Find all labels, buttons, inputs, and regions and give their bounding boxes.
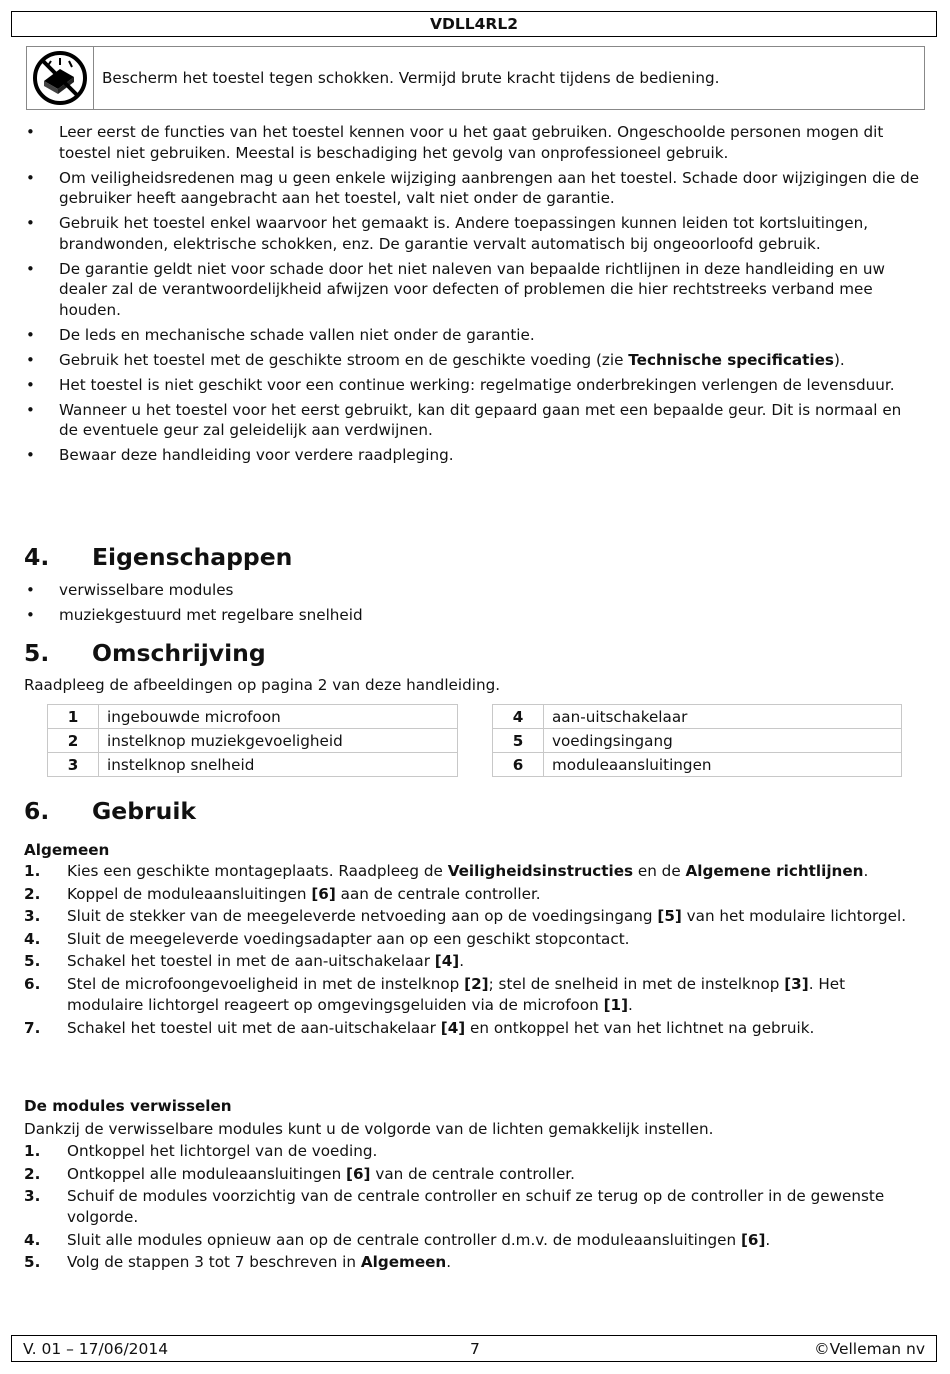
- page-footer: [11, 1335, 937, 1362]
- bullet-item: • Het toestel is niet geschikt voor een continue werking: regelmatige onderbrekingen verlengen de levensduur.: [24, 375, 924, 396]
- bullet-item: • De leds en mechanische schade vallen niet onder de garantie.: [24, 325, 924, 346]
- step-number: 5.: [24, 1253, 41, 1272]
- step-text: Stel de microfoongevoeligheid in met de instelknop: [67, 974, 465, 993]
- step-text: .: [446, 1253, 452, 1272]
- step-item: [24, 1252, 914, 1273]
- bullet-item: [24, 350, 924, 371]
- modules-intro: Dankzij de verwisselbare modules kunt u de volgorde van de lichten gemakkelijk instellen.: [24, 1120, 714, 1138]
- warning-box: [26, 46, 925, 110]
- step-text: en ontkoppel het van het lichtnet na gebruik.: [465, 1018, 815, 1037]
- bullet-item: • Leer eerst de functies van het toestel kennen voor u het gaat gebruiken. Ongeschoolde personen mogen dit toestel niet gebruiken. Meestal is beschadiging het gevolg van onprofessioneel gebruik.: [24, 122, 924, 163]
- part-number: 4: [493, 705, 544, 729]
- bullet-text: Gebruik het toestel met de geschikte stroom en de geschikte voeding (zie: [59, 350, 629, 369]
- step-item: [24, 951, 914, 972]
- part-number: 3: [48, 753, 99, 777]
- bullet-text: ).: [833, 350, 845, 369]
- warning-text: Bescherm het toestel tegen schokken. Vermijd brute kracht tijdens de bediening.: [102, 69, 720, 87]
- feature-item: • muziekgestuurd met regelbare snelheid: [24, 605, 924, 626]
- header-title: VDLL4RL2: [430, 15, 518, 33]
- bullet-item: • Bewaar deze handleiding voor verdere raadpleging.: [24, 445, 924, 466]
- feature-item: • verwisselbare modules: [24, 580, 924, 601]
- bullet-item: • De garantie geldt niet voor schade door het niet naleven van bepaalde richtlijnen in deze handleiding en uw dealer zal de verantwoordelijkheid afwijzen voor defecten of problemen die hier rechtstreeks verband mee houden.: [24, 259, 924, 321]
- step-bold-ref: [4]: [440, 1018, 466, 1037]
- step-bold-ref: [6]: [311, 884, 336, 903]
- section-number: 6.: [24, 797, 50, 825]
- section-number: 5.: [24, 639, 50, 667]
- bullet-bold-ref: Technische specificaties: [628, 350, 834, 369]
- step-item: [24, 1141, 914, 1162]
- step-text: .: [863, 862, 869, 880]
- step-number: 5.: [24, 952, 41, 971]
- no-shock-icon: [27, 47, 93, 109]
- safety-bullet-list: [24, 122, 924, 470]
- step-item: [24, 1018, 914, 1039]
- step-item: [24, 906, 914, 927]
- step-number: 3.: [24, 1187, 41, 1206]
- parts-row: [48, 753, 458, 777]
- document-header: [11, 11, 937, 37]
- step-bold-ref: Algemene richtlijnen: [685, 862, 864, 880]
- subheading-algemeen: Algemeen: [24, 841, 110, 859]
- step-text: Kies een geschikte montageplaats. Raadpleeg de: [67, 862, 448, 880]
- part-label: ingebouwde microfoon: [99, 705, 458, 729]
- step-number: 3.: [24, 907, 41, 926]
- module-swap-steps: [24, 1141, 914, 1275]
- section-5-heading: [24, 639, 266, 667]
- step-text: aan de centrale controller.: [335, 884, 541, 903]
- parts-table-left: [47, 704, 458, 777]
- part-number: 6: [493, 753, 544, 777]
- step-item: [24, 1230, 914, 1251]
- step-number: 6.: [24, 974, 41, 993]
- section-number: 4.: [24, 543, 50, 571]
- step-text: Volg de stappen 3 tot 7 beschreven in: [67, 1253, 361, 1272]
- parts-row: [493, 753, 902, 777]
- part-label: aan-uitschakelaar: [544, 705, 902, 729]
- step-text: .: [765, 1230, 771, 1249]
- step-number: 2.: [24, 1164, 41, 1183]
- step-bold-ref: [6]: [346, 1164, 371, 1183]
- step-item: [24, 861, 914, 882]
- step-text: Schakel het toestel uit met de aan-uitschakelaar: [67, 1018, 441, 1037]
- step-number: 1.: [24, 1142, 41, 1160]
- step-text: Sluit alle modules opnieuw aan op de centrale controller d.m.v. de moduleaansluitingen: [67, 1230, 741, 1249]
- step-bold-ref: [4]: [434, 952, 460, 971]
- step-number: 2.: [24, 884, 41, 903]
- step-bold-ref: [6]: [740, 1230, 766, 1249]
- section-5-intro: Raadpleeg de afbeeldingen op pagina 2 van deze handleiding.: [24, 676, 501, 694]
- bullet-item: • Wanneer u het toestel voor het eerst gebruikt, kan dit gepaard gaan met een bepaalde geur. Dit is normaal en de eventuele geur zal geleidelijk aan verdwijnen.: [24, 400, 924, 441]
- usage-steps: [24, 861, 914, 1040]
- parts-row: [48, 705, 458, 729]
- step-bold-ref: [1]: [603, 995, 629, 1014]
- footer-version: V. 01 – 17/06/2014: [23, 1340, 169, 1358]
- step-bold-ref: Veiligheidsinstructies: [447, 862, 634, 880]
- step-item: [24, 1164, 914, 1185]
- parts-row: [493, 705, 902, 729]
- step-text: Schuif de modules voorzichtig van de centrale controller en schuif ze terug op de controller in de gewenste volgorde.: [67, 1187, 885, 1227]
- section-4-heading: [24, 543, 292, 571]
- step-number: 4.: [24, 929, 41, 948]
- step-item: [24, 1186, 914, 1228]
- bullet-item: • Gebruik het toestel enkel waarvoor het gemaakt is. Andere toepassingen kunnen leiden tot kortsluitingen, brandwonden, elektrische schokken, enz. De garantie vervalt automatisch bij ongeoorloofd gebruik.: [24, 213, 924, 254]
- section-title: Gebruik: [92, 797, 197, 825]
- part-label: instelknop snelheid: [99, 753, 458, 777]
- subheading-modules: De modules verwisselen: [24, 1097, 232, 1115]
- part-number: 5: [493, 729, 544, 753]
- step-text: en de: [633, 862, 686, 880]
- features-list: [24, 580, 924, 630]
- step-bold-ref: [3]: [784, 974, 809, 993]
- step-text: Ontkoppel het lichtorgel van de voeding.: [67, 1142, 378, 1160]
- section-6-heading: [24, 797, 196, 825]
- part-label: moduleaansluitingen: [544, 753, 902, 777]
- parts-row: [493, 729, 902, 753]
- step-text: .: [459, 952, 465, 971]
- step-item: [24, 929, 914, 950]
- step-text: Koppel de moduleaansluitingen: [67, 884, 312, 903]
- step-number: 4.: [24, 1230, 41, 1249]
- step-item: [24, 884, 914, 905]
- footer-page-number: 7: [470, 1340, 480, 1358]
- step-number: 7.: [24, 1018, 41, 1037]
- step-text: van het modulaire lichtorgel.: [681, 907, 907, 926]
- step-number: 1.: [24, 862, 41, 880]
- warning-icon-cell: [27, 47, 94, 109]
- part-number: 2: [48, 729, 99, 753]
- footer-copyright: ©Velleman nv: [814, 1340, 925, 1358]
- part-number: 1: [48, 705, 99, 729]
- step-text: . Het modulaire lichtorgel reageert op omgevingsgeluiden via de microfoon: [67, 974, 846, 1014]
- step-text: Schakel het toestel in met de aan-uitschakelaar: [67, 952, 435, 971]
- step-text: Ontkoppel alle moduleaansluitingen: [67, 1164, 347, 1183]
- section-title: Eigenschappen: [92, 543, 293, 571]
- step-text: Sluit de meegeleverde voedingsadapter aan op een geschikt stopcontact.: [67, 929, 630, 948]
- step-text: van de centrale controller.: [370, 1164, 575, 1183]
- parts-table-right: [492, 704, 902, 777]
- step-item: [24, 974, 914, 1016]
- step-bold-ref: [2]: [464, 974, 489, 993]
- parts-row: [48, 729, 458, 753]
- step-bold-ref: [5]: [657, 907, 682, 926]
- part-label: voedingsingang: [544, 729, 902, 753]
- step-text: Sluit de stekker van de meegeleverde netvoeding aan op de voedingsingang: [67, 907, 658, 926]
- section-title: Omschrijving: [92, 639, 266, 667]
- step-text: .: [628, 995, 633, 1014]
- bullet-item: • Om veiligheidsredenen mag u geen enkele wijziging aanbrengen aan het toestel. Schade door wijzigingen die de gebruiker heeft aangebracht aan het toestel, valt niet onder de garantie.: [24, 168, 924, 209]
- step-text: ; stel de snelheid in met de instelknop: [488, 974, 785, 993]
- step-bold-ref: Algemeen: [360, 1253, 447, 1272]
- part-label: instelknop muziekgevoeligheid: [99, 729, 458, 753]
